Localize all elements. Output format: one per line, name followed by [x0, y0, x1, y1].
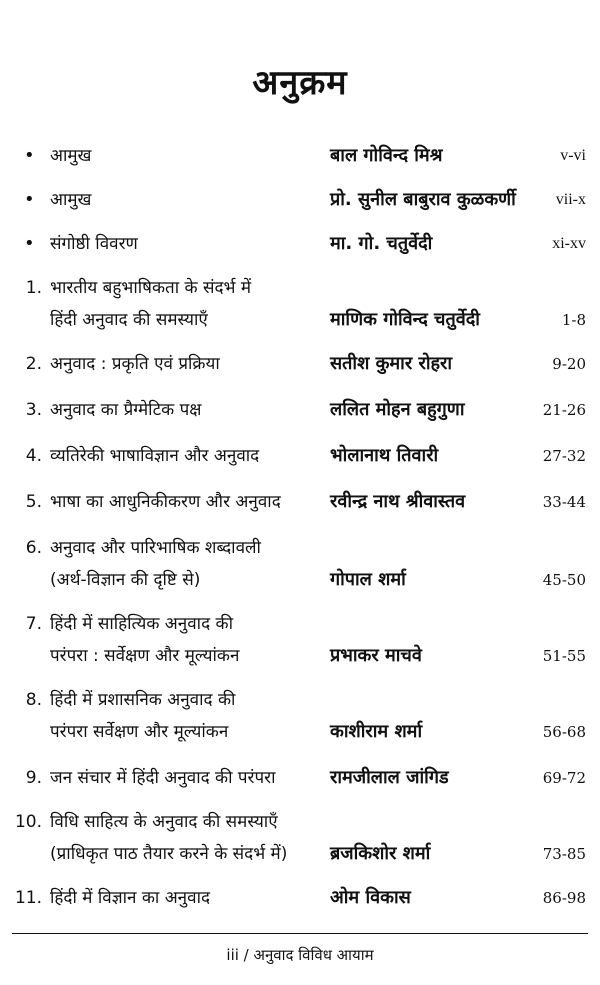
entry-author: ब्रजकिशोर शर्मा [330, 843, 431, 864]
entry-author: रामजीलाल जांगिड [330, 767, 449, 788]
entry-author: भोलानाथ तिवारी [330, 445, 439, 466]
entry-page-range: 9-20 [552, 355, 586, 373]
entry-page-range: xi-xv [552, 235, 586, 252]
entry-title-line: आमुख [50, 190, 92, 210]
entry-page-range: 69-72 [542, 769, 586, 787]
entry-author: प्रभाकर माचवे [330, 645, 422, 666]
bullet-marker: • [24, 145, 35, 166]
entry-number: 1. [25, 278, 42, 298]
entry-title-line: विधि साहित्य के अनुवाद की समस्याएँ [50, 812, 278, 832]
entry-page-range: 73-85 [542, 845, 586, 863]
entry-title-line: हिंदी में साहित्यिक अनुवाद की [50, 614, 233, 634]
entry-title-line: हिंदी अनुवाद की समस्याएँ [50, 310, 208, 330]
entry-author: काशीराम शर्मा [330, 721, 423, 742]
entry-number: 5. [25, 492, 42, 512]
entry-title-line: अनुवाद : प्रकृति एवं प्रक्रिया [50, 354, 220, 374]
entry-number: 6. [25, 538, 42, 558]
entry-page-range: vii-x [555, 191, 586, 208]
entry-number: 7. [25, 614, 42, 634]
entry-number: 11. [14, 888, 42, 908]
entry-title-line: आमुख [50, 146, 92, 166]
entry-author: रवीन्द्र नाथ श्रीवास्तव [330, 491, 466, 512]
entry-author: मा. गो. चतुर्वेदी [330, 233, 433, 254]
entry-title-line: संगोष्ठी विवरण [50, 234, 138, 254]
bullet-marker: • [24, 189, 35, 210]
entry-page-range: 33-44 [542, 493, 586, 511]
entry-title-line: हिंदी में प्रशासनिक अनुवाद की [50, 690, 236, 710]
entry-title-line: भाषा का आधुनिकीकरण और अनुवाद [50, 492, 281, 512]
entry-author: ललित मोहन बहुगुणा [330, 399, 465, 420]
entry-author: प्रो. सुनील बाबुराव कुळकर्णी [330, 189, 516, 210]
entry-title-line: (अर्थ-विज्ञान की दृष्टि से) [50, 570, 201, 590]
page-footer: iii / अनुवाद विविध आयाम [226, 946, 374, 964]
entry-title-line: जन संचार में हिंदी अनुवाद की परंपरा [50, 768, 276, 788]
entry-number: 2. [25, 354, 42, 374]
entry-author: सतीश कुमार रोहरा [330, 353, 453, 374]
entry-title-line: भारतीय बहुभाषिकता के संदर्भ में [50, 278, 252, 298]
entry-number: 4. [25, 446, 42, 466]
entry-page-range: 1-8 [561, 311, 586, 329]
entry-title-line: अनुवाद का प्रैग्मेटिक पक्ष [50, 400, 202, 420]
bullet-marker: • [24, 233, 35, 254]
entry-page-range: 21-26 [542, 401, 586, 419]
entry-page-range: 86-98 [542, 889, 586, 907]
entry-number: 9. [25, 768, 42, 788]
entry-title-line: परंपरा सर्वेक्षण और मूल्यांकन [50, 722, 229, 742]
entry-page-range: 45-50 [542, 571, 586, 589]
entry-title-line: हिंदी में विज्ञान का अनुवाद [50, 888, 210, 908]
entry-page-range: 51-55 [542, 647, 586, 665]
entry-author: बाल गोविन्द मिश्र [330, 145, 443, 166]
entry-title-line: (प्राधिकृत पाठ तैयार करने के संदर्भ में) [50, 844, 288, 864]
entry-title-line: परंपरा : सर्वेक्षण और मूल्यांकन [50, 646, 240, 666]
entry-author: ओम विकास [330, 887, 411, 908]
entry-author: गोपाल शर्मा [330, 569, 406, 590]
entry-page-range: 27-32 [542, 447, 586, 465]
page-title: अनुक्रम [252, 63, 348, 103]
entry-number: 8. [25, 690, 42, 710]
entry-number: 3. [25, 400, 42, 420]
footer-divider [12, 933, 588, 934]
entry-title-line: अनुवाद और पारिभाषिक शब्दावली [50, 538, 261, 558]
entry-number: 10. [14, 812, 42, 832]
entry-page-range: 56-68 [542, 723, 586, 741]
entry-title-line: व्यतिरेकी भाषाविज्ञान और अनुवाद [50, 446, 260, 466]
entry-page-range: v-vi [560, 147, 586, 164]
entry-author: माणिक गोविन्द चतुर्वेदी [330, 309, 480, 330]
